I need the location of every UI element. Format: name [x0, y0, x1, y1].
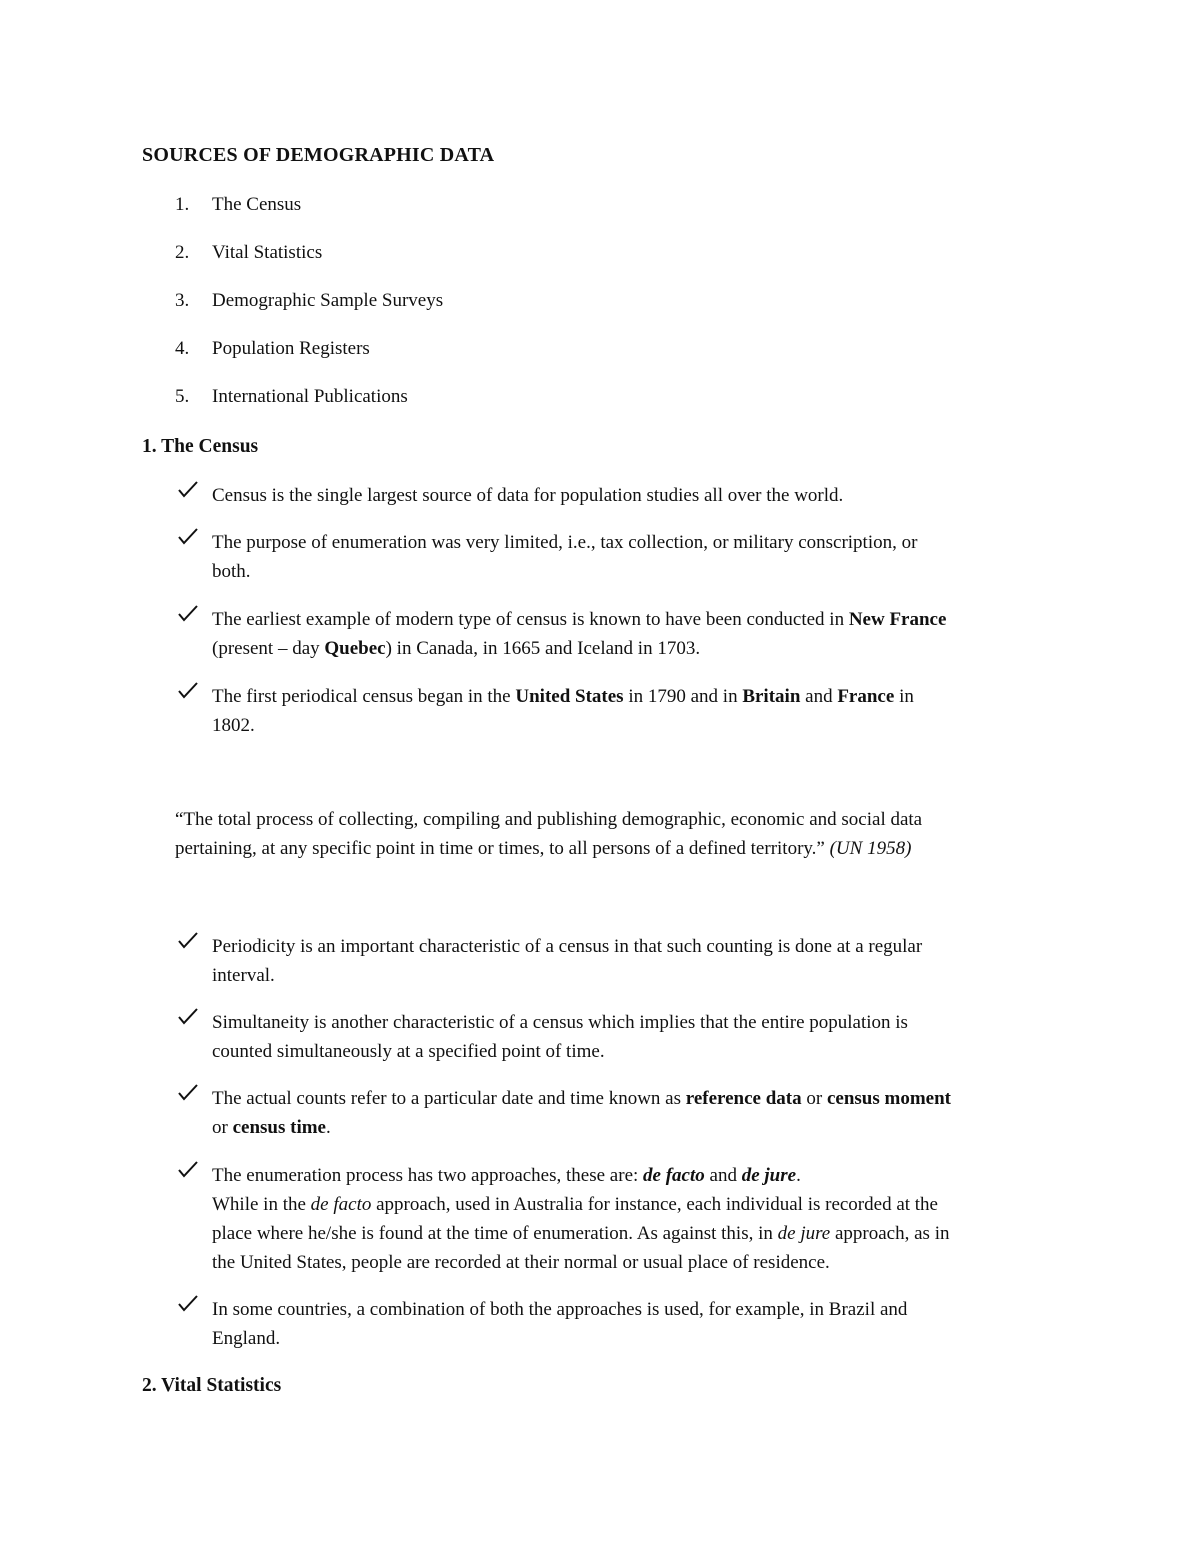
bullet-line: interval. — [212, 965, 275, 986]
text-run: or — [801, 1088, 827, 1109]
quote-line — [175, 834, 1055, 863]
bullet-line — [212, 605, 1072, 634]
checkmark-icon — [177, 930, 199, 952]
checkmark-icon — [177, 1082, 199, 1104]
text-run: or — [212, 1117, 233, 1138]
bullet-line: In some countries, a combination of both the approaches is used, for example, in Brazil and — [212, 1299, 908, 1320]
text-run: and — [704, 1165, 742, 1186]
toc-number: 5. — [175, 386, 190, 407]
checkmark-icon — [177, 1293, 199, 1315]
section-heading-census: 1. The Census — [142, 436, 259, 457]
section-heading-vital-statistics: 2. Vital Statistics — [142, 1375, 282, 1396]
text-run: While in the — [212, 1194, 311, 1215]
bullet-line: counted simultaneously at a specified point of time. — [212, 1041, 605, 1062]
text-run: . — [796, 1165, 801, 1186]
text-run: place where he/she is found at the time of enumeration. As against this, in — [212, 1223, 778, 1244]
text-run: (present – day — [212, 638, 325, 659]
toc-text: The Census — [212, 194, 302, 215]
bullet-line — [212, 1219, 1072, 1248]
quote-line: “The total process of collecting, compiling and publishing demographic, economic and social data — [175, 809, 923, 830]
bold-term: United States — [515, 686, 624, 707]
bold-term: Quebec — [324, 638, 386, 659]
text-run: approach, as in — [830, 1223, 950, 1244]
document-title: SOURCES OF DEMOGRAPHIC DATA — [142, 144, 495, 166]
checkmark-icon — [177, 479, 199, 501]
toc-text: Vital Statistics — [212, 242, 323, 263]
text-run: in — [894, 686, 914, 707]
checkmark-icon — [177, 680, 199, 702]
bullet-text — [212, 1084, 1072, 1142]
toc-number: 2. — [175, 242, 190, 263]
checkmark-icon — [177, 1006, 199, 1028]
bold-term: census moment — [826, 1088, 951, 1109]
bold-term: Britain — [742, 686, 801, 707]
bullet-text — [212, 932, 1072, 990]
toc-text: International Publications — [212, 386, 408, 407]
text-run: approach, used in Australia for instance, each individual is recorded at the — [371, 1194, 938, 1215]
italic-term: de facto — [310, 1194, 372, 1215]
text-run: and — [800, 686, 838, 707]
toc-text: Demographic Sample Surveys — [212, 290, 444, 311]
bullet-line: both. — [212, 561, 251, 582]
bold-italic-term: de facto — [643, 1165, 705, 1186]
bullet-text — [212, 1295, 1072, 1353]
text-run: ) in Canada, in 1665 and Iceland in 1703. — [385, 638, 701, 659]
text-run: The first periodical census began in the — [212, 686, 516, 707]
bullet-line: The purpose of enumeration was very limited, i.e., tax collection, or military conscription, or — [212, 532, 918, 553]
bullet-line: Census is the single largest source of data for population studies all over the world. — [212, 485, 844, 506]
bullet-text — [212, 682, 1072, 740]
bold-term: reference data — [685, 1088, 802, 1109]
text-run: The earliest example of modern type of census is known to have been conducted in — [212, 609, 849, 630]
bullet-line — [212, 1161, 1072, 1190]
bold-term: census time — [232, 1117, 326, 1138]
text-run: pertaining, at any specific point in time or times, to all persons of a defined territory.” — [175, 838, 830, 859]
toc-text: Population Registers — [212, 338, 370, 359]
bullet-text — [212, 528, 1072, 586]
bullet-text — [212, 1008, 1072, 1066]
bullet-line: Simultaneity is another characteristic of a census which implies that the entire population is — [212, 1012, 908, 1033]
italic-term: de jure — [777, 1223, 831, 1244]
definition-quote — [175, 805, 1055, 863]
bullet-line: 1802. — [212, 715, 255, 736]
text-run: . — [325, 1117, 331, 1138]
bullet-line: the United States, people are recorded at their normal or usual place of residence. — [212, 1252, 830, 1273]
bullet-text — [212, 1161, 1072, 1277]
toc-number: 1. — [175, 194, 190, 215]
bullet-line — [212, 1113, 1072, 1142]
toc-number: 3. — [175, 290, 190, 311]
bold-italic-term: de jure — [741, 1165, 797, 1186]
text-run: The actual counts refer to a particular date and time known as — [212, 1088, 686, 1109]
checkmark-icon — [177, 603, 199, 625]
bullet-line: England. — [212, 1328, 281, 1349]
bold-term: New France — [848, 609, 947, 630]
text-run: The enumeration process has two approaches, these are: — [212, 1165, 644, 1186]
toc-number: 4. — [175, 338, 190, 359]
quote-citation: (UN 1958) — [829, 838, 912, 859]
bold-term: France — [837, 686, 895, 707]
bullet-line — [212, 682, 1072, 711]
checkmark-icon — [177, 1159, 199, 1181]
bullet-line — [212, 1084, 1072, 1113]
bullet-line — [212, 634, 1072, 663]
bullet-line — [212, 1190, 1072, 1219]
text-run: in 1790 and in — [623, 686, 743, 707]
bullet-text — [212, 605, 1072, 663]
checkmark-icon — [177, 526, 199, 548]
bullet-line: Periodicity is an important characteristic of a census in that such counting is done at a regular — [212, 936, 923, 957]
bullet-text — [212, 481, 1072, 510]
